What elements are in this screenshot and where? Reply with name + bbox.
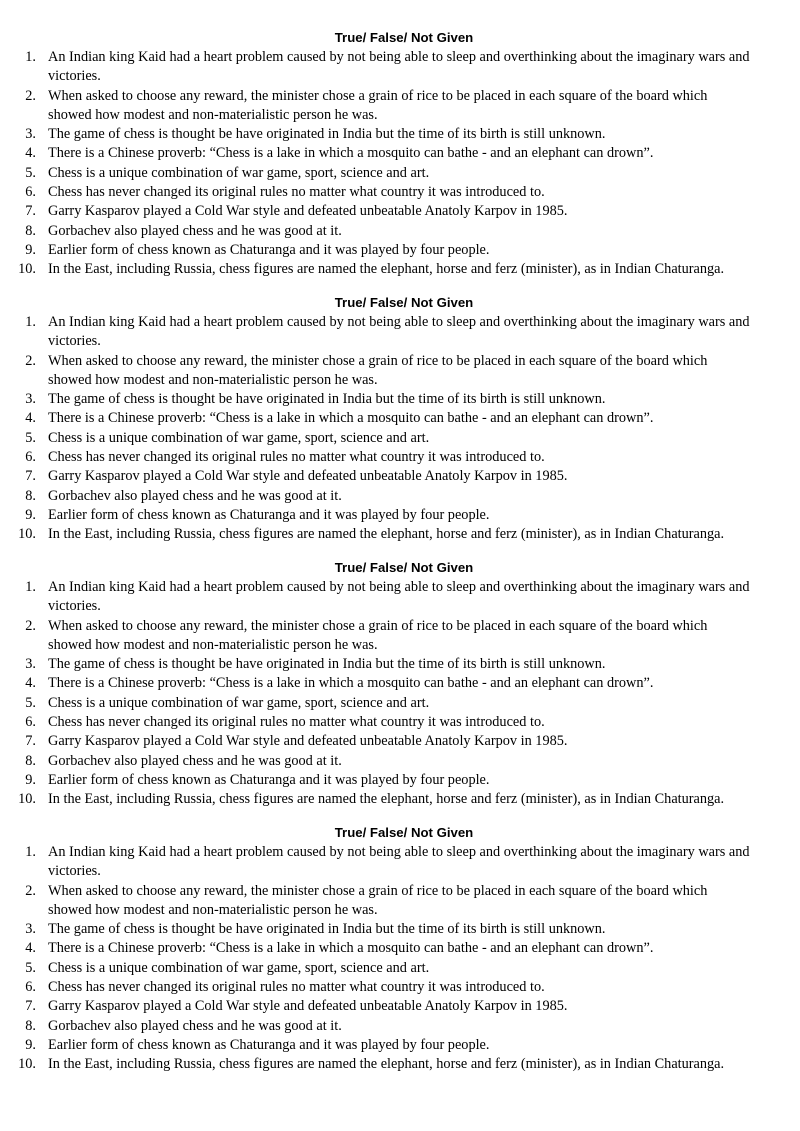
- question-number: 10.: [18, 1056, 36, 1073]
- question-number: 8.: [25, 222, 36, 239]
- question-text: Gorbachev also played chess and he was good at it.: [48, 487, 342, 504]
- question-list: [0, 578, 800, 810]
- question-number: 10.: [18, 791, 36, 808]
- question-number: 5.: [25, 164, 36, 181]
- section-title: True/ False/ Not Given: [334, 30, 474, 45]
- question-number: 3.: [25, 656, 36, 673]
- question-item-8: [0, 222, 800, 241]
- question-text: Garry Kasparov played a Cold War style and defeated unbeatable Anatoly Karpov in 1985.: [48, 468, 568, 485]
- section-title: True/ False/ Not Given: [334, 825, 474, 840]
- question-text: In the East, including Russia, chess figures are named the elephant, horse and ferz (minister), as in Indian Chaturanga.: [48, 791, 725, 808]
- question-text: In the East, including Russia, chess figures are named the elephant, horse and ferz (minister), as in Indian Chaturanga.: [48, 526, 725, 543]
- question-number: 8.: [25, 1017, 36, 1034]
- question-section-1: [0, 28, 800, 280]
- question-section-4: [0, 823, 800, 1075]
- question-text: Gorbachev also played chess and he was good at it.: [48, 222, 342, 239]
- question-item-5: [0, 164, 800, 183]
- question-text: Chess has never changed its original rules no matter what country it was introduced to.: [48, 184, 545, 201]
- question-text: An Indian king Kaid had a heart problem caused by not being able to sleep and overthinking about the imaginary wars and victories.: [48, 579, 750, 615]
- question-section-3: [0, 558, 800, 810]
- question-text: Earlier form of chess known as Chaturanga and it was played by four people.: [48, 241, 490, 258]
- question-number: 5.: [25, 694, 36, 711]
- question-number: 5.: [25, 959, 36, 976]
- question-item-10: [0, 1055, 800, 1074]
- question-item-1: [0, 843, 800, 882]
- question-item-7: [0, 732, 800, 751]
- question-number: 3.: [25, 126, 36, 143]
- question-number: 9.: [25, 241, 36, 258]
- question-item-4: [0, 144, 800, 163]
- question-item-7: [0, 467, 800, 486]
- question-number: 3.: [25, 391, 36, 408]
- question-item-8: [0, 1017, 800, 1036]
- question-item-5: [0, 959, 800, 978]
- section-title: True/ False/ Not Given: [334, 295, 474, 310]
- question-item-6: [0, 978, 800, 997]
- question-item-1: [0, 313, 800, 352]
- question-item-9: [0, 1036, 800, 1055]
- question-text: Earlier form of chess known as Chaturanga and it was played by four people.: [48, 771, 490, 788]
- question-number: 1.: [25, 844, 36, 860]
- question-item-7: [0, 997, 800, 1016]
- question-item-2: [0, 882, 800, 921]
- question-text: Garry Kasparov played a Cold War style and defeated unbeatable Anatoly Karpov in 1985.: [48, 998, 568, 1015]
- question-text: Chess is a unique combination of war game, sport, science and art.: [48, 959, 430, 976]
- question-text: There is a Chinese proverb: “Chess is a lake in which a mosquito can bathe - and an elephant can drown”.: [48, 940, 654, 957]
- question-number: 7.: [25, 998, 36, 1015]
- question-number: 8.: [25, 487, 36, 504]
- question-text: Chess has never changed its original rules no matter what country it was introduced to.: [48, 979, 545, 996]
- question-item-1: [0, 48, 800, 87]
- question-number: 9.: [25, 506, 36, 523]
- question-section-2: [0, 293, 800, 545]
- question-number: 4.: [25, 940, 36, 957]
- question-item-8: [0, 487, 800, 506]
- question-item-10: [0, 525, 800, 544]
- question-item-3: [0, 655, 800, 674]
- question-item-5: [0, 429, 800, 448]
- section-title: True/ False/ Not Given: [334, 560, 474, 575]
- question-text: There is a Chinese proverb: “Chess is a lake in which a mosquito can bathe - and an elephant can drown”.: [48, 675, 654, 692]
- question-item-4: [0, 939, 800, 958]
- question-item-9: [0, 506, 800, 525]
- question-item-4: [0, 409, 800, 428]
- question-item-1: [0, 578, 800, 617]
- question-number: 5.: [25, 429, 36, 446]
- question-text: Chess is a unique combination of war game, sport, science and art.: [48, 694, 430, 711]
- question-number: 8.: [25, 752, 36, 769]
- question-number: 1.: [25, 579, 36, 595]
- question-text: The game of chess is thought be have originated in India but the time of its birth is still unknown.: [48, 656, 606, 673]
- question-text: Garry Kasparov played a Cold War style and defeated unbeatable Anatoly Karpov in 1985.: [48, 203, 568, 220]
- question-text: Earlier form of chess known as Chaturanga and it was played by four people.: [48, 506, 490, 523]
- question-text: In the East, including Russia, chess figures are named the elephant, horse and ferz (minister), as in Indian Chaturanga.: [48, 261, 725, 278]
- question-text: Gorbachev also played chess and he was good at it.: [48, 1017, 342, 1034]
- question-text: The game of chess is thought be have originated in India but the time of its birth is still unknown.: [48, 126, 606, 143]
- question-item-6: [0, 448, 800, 467]
- question-number: 6.: [25, 714, 36, 731]
- question-number: 1.: [25, 49, 36, 65]
- question-item-2: [0, 617, 800, 656]
- question-number: 2.: [25, 87, 36, 104]
- question-number: 3.: [25, 921, 36, 938]
- question-item-7: [0, 202, 800, 221]
- question-number: 4.: [25, 410, 36, 427]
- question-text: There is a Chinese proverb: “Chess is a lake in which a mosquito can bathe - and an elephant can drown”.: [48, 410, 654, 427]
- question-text: There is a Chinese proverb: “Chess is a lake in which a mosquito can bathe - and an elephant can drown”.: [48, 145, 654, 162]
- question-list: [0, 48, 800, 280]
- question-number: 1.: [25, 314, 36, 330]
- question-number: 7.: [25, 733, 36, 750]
- question-text: The game of chess is thought be have originated in India but the time of its birth is still unknown.: [48, 391, 606, 408]
- question-text: Gorbachev also played chess and he was good at it.: [48, 752, 342, 769]
- question-item-8: [0, 752, 800, 771]
- question-item-6: [0, 183, 800, 202]
- question-number: 10.: [18, 261, 36, 278]
- question-item-9: [0, 771, 800, 790]
- question-number: 9.: [25, 1036, 36, 1053]
- question-number: 10.: [18, 526, 36, 543]
- question-item-2: [0, 352, 800, 391]
- question-number: 4.: [25, 145, 36, 162]
- question-list: [0, 313, 800, 545]
- question-item-3: [0, 125, 800, 144]
- question-item-6: [0, 713, 800, 732]
- question-item-10: [0, 790, 800, 809]
- question-text: The game of chess is thought be have originated in India but the time of its birth is still unknown.: [48, 921, 606, 938]
- question-item-9: [0, 241, 800, 260]
- question-number: 9.: [25, 771, 36, 788]
- question-number: 2.: [25, 352, 36, 369]
- question-number: 2.: [25, 617, 36, 634]
- question-text: When asked to choose any reward, the minister chose a grain of rice to be placed in each square of the board which showed how modest and non-materialistic person he was.: [48, 882, 708, 918]
- question-number: 4.: [25, 675, 36, 692]
- question-text: Chess is a unique combination of war game, sport, science and art.: [48, 429, 430, 446]
- question-item-4: [0, 674, 800, 693]
- question-text: An Indian king Kaid had a heart problem caused by not being able to sleep and overthinking about the imaginary wars and victories.: [48, 49, 750, 85]
- question-item-3: [0, 390, 800, 409]
- question-number: 7.: [25, 468, 36, 485]
- question-item-5: [0, 694, 800, 713]
- question-text: An Indian king Kaid had a heart problem caused by not being able to sleep and overthinking about the imaginary wars and victories.: [48, 844, 750, 880]
- question-text: In the East, including Russia, chess figures are named the elephant, horse and ferz (minister), as in Indian Chaturanga.: [48, 1056, 725, 1073]
- question-text: An Indian king Kaid had a heart problem caused by not being able to sleep and overthinking about the imaginary wars and victories.: [48, 314, 750, 350]
- question-number: 6.: [25, 979, 36, 996]
- question-list: [0, 843, 800, 1075]
- question-number: 6.: [25, 449, 36, 466]
- question-text: Chess has never changed its original rules no matter what country it was introduced to.: [48, 449, 545, 466]
- question-text: When asked to choose any reward, the minister chose a grain of rice to be placed in each square of the board which showed how modest and non-materialistic person he was.: [48, 352, 708, 388]
- question-item-10: [0, 260, 800, 279]
- question-number: 2.: [25, 882, 36, 899]
- question-number: 6.: [25, 184, 36, 201]
- question-text: Chess is a unique combination of war game, sport, science and art.: [48, 164, 430, 181]
- question-text: When asked to choose any reward, the minister chose a grain of rice to be placed in each square of the board which showed how modest and non-materialistic person he was.: [48, 617, 708, 653]
- question-text: Earlier form of chess known as Chaturanga and it was played by four people.: [48, 1036, 490, 1053]
- question-item-3: [0, 920, 800, 939]
- question-text: When asked to choose any reward, the minister chose a grain of rice to be placed in each square of the board which showed how modest and non-materialistic person he was.: [48, 87, 708, 123]
- question-item-2: [0, 87, 800, 126]
- question-text: Chess has never changed its original rules no matter what country it was introduced to.: [48, 714, 545, 731]
- question-number: 7.: [25, 203, 36, 220]
- question-text: Garry Kasparov played a Cold War style and defeated unbeatable Anatoly Karpov in 1985.: [48, 733, 568, 750]
